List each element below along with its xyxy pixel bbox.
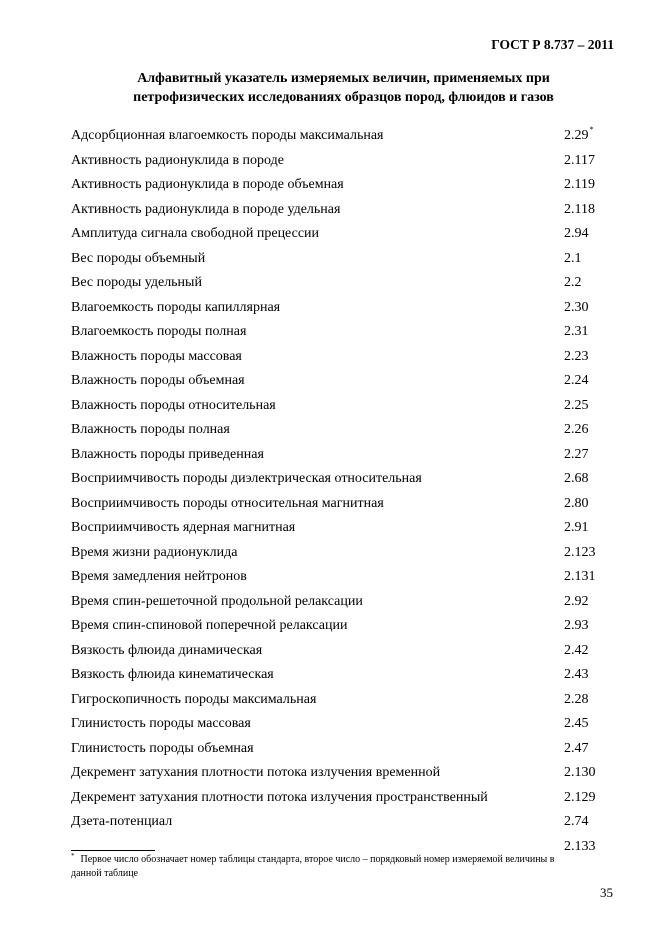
index-entry-term: Декремент затухания плотности потока излучения временной [71, 765, 441, 780]
index-entry [71, 614, 631, 639]
index-entry [71, 394, 631, 419]
index-entry-term: Время спин-спиновой поперечной релаксации [71, 618, 348, 633]
index-entry-number-value: 2.129 [564, 789, 596, 805]
index-entry-term: Вес породы удельный [71, 275, 202, 290]
index-entry [71, 443, 631, 468]
index-title [60, 69, 627, 107]
index-entry [71, 663, 631, 688]
index-entry-number-value: 2.25 [564, 397, 589, 413]
index-entry [71, 247, 631, 272]
index-entry [71, 467, 631, 492]
index-title-line-2: петрофизических исследованиях образцов пород, флюидов и газов [133, 90, 554, 105]
index-entry-number-value: 2.94 [564, 226, 589, 241]
index-entry-number-value: 2.27 [564, 446, 589, 462]
index-entry-number-value: 2.29 [564, 128, 589, 143]
index-entry-term: Глинистость породы объемная [71, 740, 254, 756]
index-entry [71, 271, 631, 296]
index-entry-number [564, 516, 589, 541]
index-entry [71, 492, 631, 517]
index-entry-number [564, 810, 589, 835]
index-entry-number [564, 614, 589, 639]
index-entry-term: Дзета-потенциал [71, 814, 173, 829]
index-entry-number [564, 369, 589, 394]
index-entry-number [564, 565, 596, 590]
index-entry-term: Влагоемкость породы капиллярная [71, 299, 281, 315]
index-entry [71, 345, 631, 370]
index-entry-term: Влажность породы полная [71, 422, 230, 437]
index-entry-number-value: 2.47 [564, 740, 589, 756]
index-entry-number [564, 198, 595, 223]
index-entry-term: Вес породы объемный [71, 250, 206, 266]
index-entry-number-value: 2.2 [564, 275, 582, 290]
index-entry-number [564, 761, 596, 786]
index-entry [71, 198, 631, 223]
index-entry [71, 712, 631, 737]
index-entry-number [564, 271, 582, 296]
index-entry-term: Влажность породы массовая [71, 348, 242, 364]
index-entry-number [564, 541, 596, 566]
index-entry-term: Вязкость флюида динамическая [71, 642, 263, 658]
index-entry-number-value: 2.123 [564, 544, 596, 560]
index-entry [71, 320, 631, 345]
index-entry-number [564, 639, 589, 664]
index-entry [71, 810, 631, 835]
index-entry-term: Влагоемкость породы полная [71, 324, 247, 339]
index-entry-term: Глинистость породы массовая [71, 716, 251, 731]
footnote [71, 853, 561, 881]
index-entry-number [564, 320, 589, 345]
footnote-divider [71, 850, 155, 851]
index-entry-number-value: 2.118 [564, 201, 595, 217]
index-entry-term: Активность радионуклида в породе удельная [71, 201, 341, 217]
index-entry [71, 761, 631, 786]
index-entry-number [564, 737, 589, 762]
index-entry-number [564, 173, 595, 198]
index-entry-number [564, 786, 596, 811]
index-entry-number [564, 467, 589, 492]
index-entry-number [564, 835, 596, 860]
index-entry-term: Влажность породы приведенная [71, 446, 264, 462]
index-entry-number-value: 2.24 [564, 373, 589, 388]
index-entry-number-value: 2.130 [564, 765, 596, 780]
index-entry-number [564, 590, 589, 615]
index-entry-number-value: 2.93 [564, 618, 589, 633]
index-entry-number [564, 418, 589, 443]
index-entry-term: Время замедления нейтронов [71, 569, 247, 584]
index-entry-term: Вязкость флюида кинематическая [71, 667, 274, 682]
index-entry-term: Восприимчивость ядерная магнитная [71, 520, 296, 535]
index-entry [71, 149, 631, 174]
footnote-text: Первое число обозначает номер таблицы стандарта, второе число – порядковый номер измеряемой величины в данной таблице [71, 854, 555, 879]
index-entry [71, 369, 631, 394]
index-entry [71, 590, 631, 615]
index-entry-term: Активность радионуклида в породе [71, 152, 284, 168]
index-entry-number [564, 247, 582, 272]
index-entry [71, 516, 631, 541]
index-entry-number [564, 688, 589, 713]
index-entry [71, 222, 631, 247]
index-entry [71, 786, 631, 811]
index-entry-number-value: 2.43 [564, 667, 589, 682]
index-entry [71, 639, 631, 664]
index-entry-term: Влажность породы относительная [71, 397, 276, 413]
index-entry-number [564, 443, 589, 468]
index-entry-number-value: 2.31 [564, 324, 589, 339]
index-entry-number-value: 2.45 [564, 716, 589, 731]
index-entry-number-value: 2.68 [564, 471, 589, 486]
index-entry-term: Восприимчивость породы относительная магнитная [71, 495, 384, 511]
index-entry-number [564, 149, 595, 174]
index-entry-number [564, 222, 589, 247]
index-entry [71, 541, 631, 566]
index-entry [71, 296, 631, 321]
alphabetical-index [71, 124, 631, 859]
index-entry-term: Гигроскопичность породы максимальная [71, 691, 317, 707]
index-entry-number-value: 2.42 [564, 642, 589, 658]
index-entry-number-value: 2.133 [564, 838, 596, 854]
document-header: ГОСТ Р 8.737 – 2011 [491, 37, 614, 52]
index-entry-number-value: 2.91 [564, 520, 589, 535]
index-entry-number-value: 2.131 [564, 569, 596, 584]
index-entry-number [564, 394, 589, 419]
footnote-mark: * [71, 852, 75, 860]
index-entry-term: Восприимчивость породы диэлектрическая относительная [71, 471, 422, 486]
index-entry [71, 565, 631, 590]
page-number: 35 [600, 885, 613, 900]
index-title-line-1: Алфавитный указатель измеряемых величин, применяемых при [137, 71, 550, 86]
index-entry-number-value: 2.1 [564, 250, 582, 266]
index-entry [71, 688, 631, 713]
index-entry-term: Адсорбционная влагоемкость породы максимальная [71, 128, 384, 143]
index-entry [71, 737, 631, 762]
index-entry [71, 173, 631, 198]
index-entry [71, 124, 631, 149]
index-entry-number [564, 663, 589, 688]
index-entry-number [564, 712, 589, 737]
index-entry [71, 418, 631, 443]
index-entry-term: Декремент затухания плотности потока излучения пространственный [71, 789, 488, 805]
footnote-reference-mark: * [589, 125, 594, 134]
index-entry-number [564, 492, 589, 517]
index-entry-term: Время жизни радионуклида [71, 544, 238, 560]
index-entry-number [564, 124, 594, 150]
index-entry-number-value: 2.92 [564, 593, 589, 609]
index-entry-number-value: 2.119 [564, 177, 595, 192]
index-entry-term: Влажность породы объемная [71, 373, 245, 388]
index-entry-number-value: 2.26 [564, 422, 589, 437]
index-entry-term: Активность радионуклида в породе объемная [71, 177, 344, 192]
index-entry-number-value: 2.80 [564, 495, 589, 511]
index-entry-number [564, 296, 589, 321]
index-entry-number-value: 2.74 [564, 814, 589, 829]
index-entry-number-value: 2.28 [564, 691, 589, 707]
index-entry-number-value: 2.23 [564, 348, 589, 364]
index-entry-number [564, 345, 589, 370]
index-entry-term: Время спин-решеточной продольной релаксации [71, 593, 363, 609]
index-entry-number-value: 2.30 [564, 299, 589, 315]
index-entry-number-value: 2.117 [564, 152, 595, 168]
index-entry-term: Амплитуда сигнала свободной прецессии [71, 226, 320, 241]
